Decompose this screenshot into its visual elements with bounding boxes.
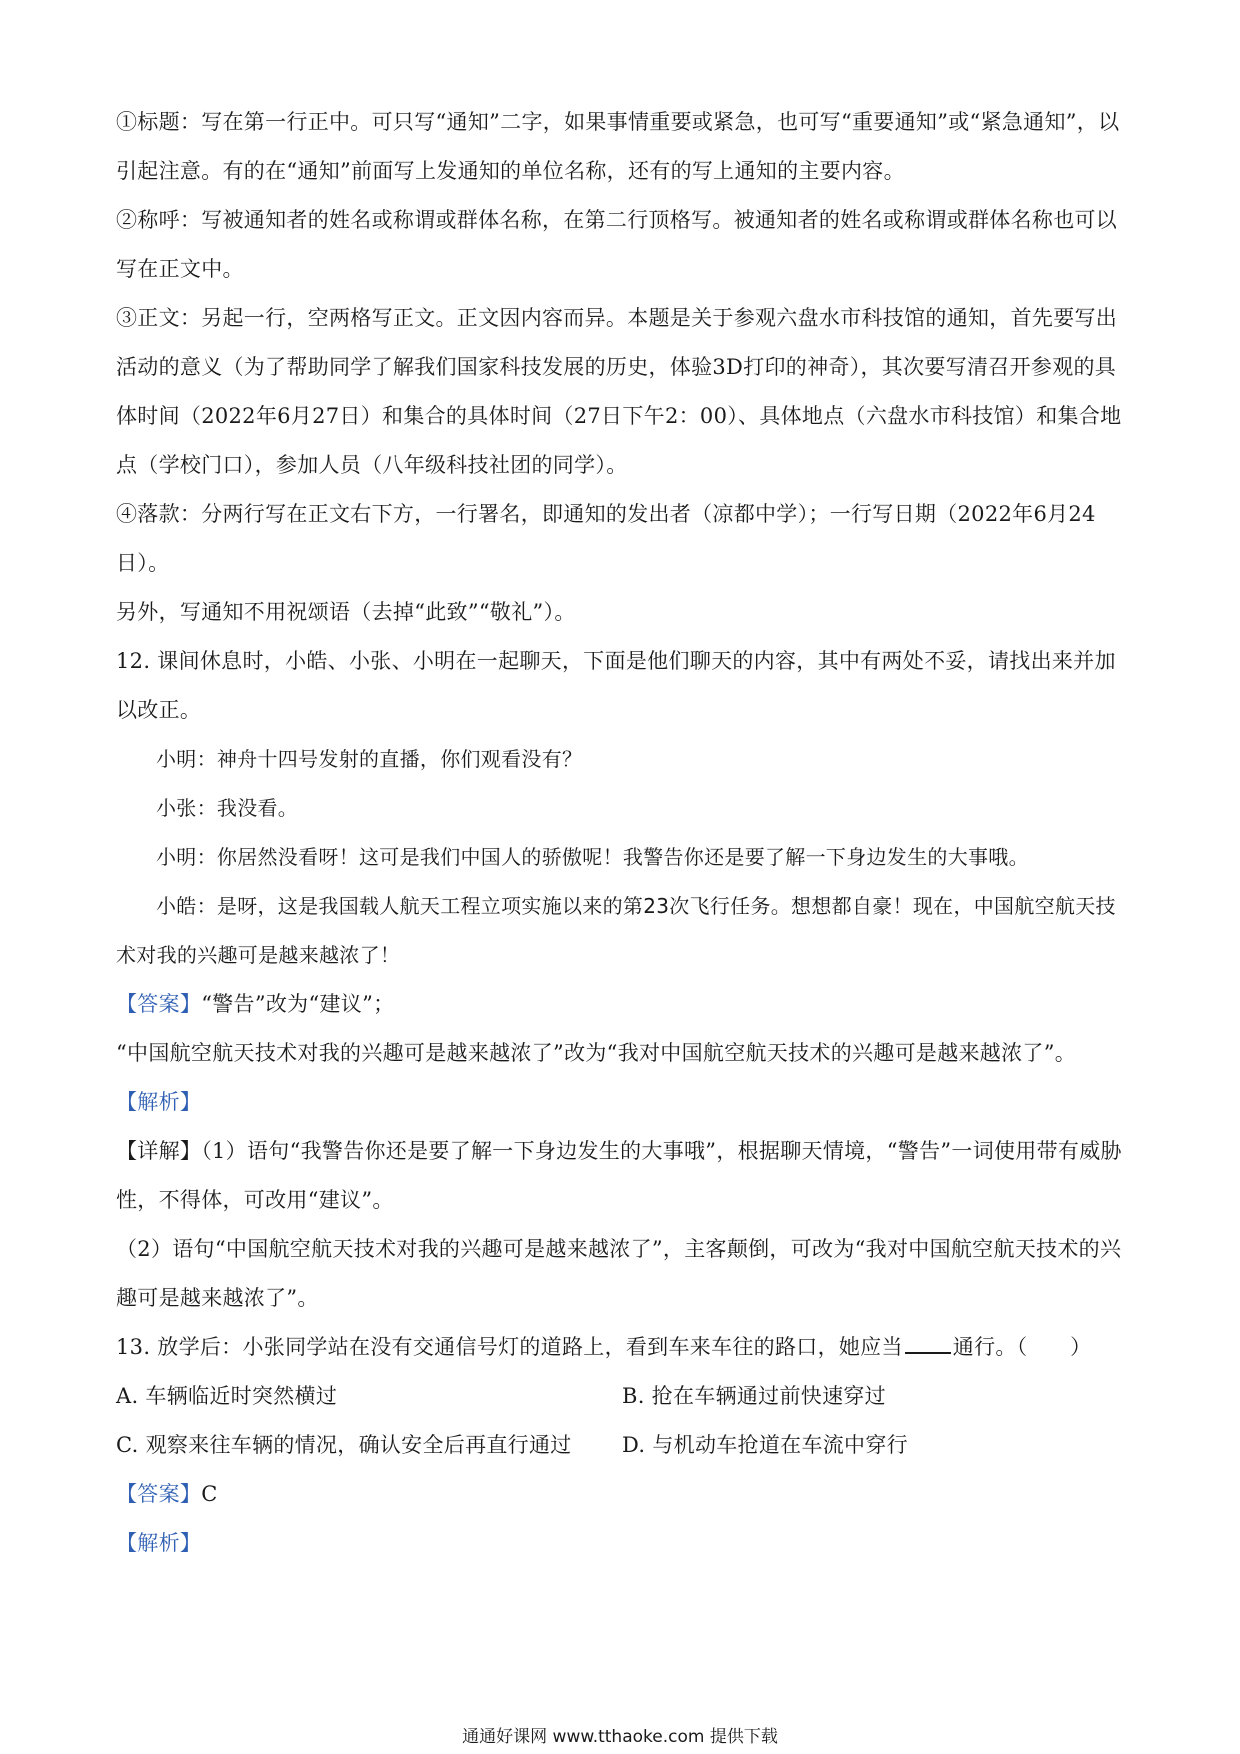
guide-note-paragraph: 另外，写通知不用祝颂语（去掉“此致”“敬礼”）。	[116, 600, 576, 624]
detail-tag: 【详解】	[116, 1139, 202, 1163]
question-13-options	[116, 1372, 1136, 1470]
answer-text: “警告”改为“建议”；	[201, 992, 395, 1016]
page-content	[116, 98, 1136, 1568]
option-b: B. 抢在车辆通过前快速穿过	[622, 1384, 886, 1408]
question-12-dialog	[116, 735, 1136, 980]
dialog-line: 小张：我没看。	[156, 796, 299, 820]
guide-body-paragraph: ③正文：另起一行，空两格写正文。正文因内容而异。本题是关于参观六盘水市科技馆的通知，首先要写出活动的意义（为了帮助同学了解我们国家科技发展的历史，体验3D打印的神奇），其次要写清召开参观的具体时间（2022年6月27日）和集合的具体时间（27日下午2：00）、具体地点（六盘水市科技馆）和集合地点（学校门口），参加人员（八年级科技社团的同学）。	[116, 306, 1122, 477]
guide-salutation-paragraph: ②称呼：写被通知者的姓名或称谓或群体名称，在第二行顶格写。被通知者的姓名或称谓或群体名称也可以写在正文中。	[116, 208, 1118, 281]
dialog-line: 小明：你居然没看呀！这可是我们中国人的骄傲呢！我警告你还是要了解一下身边发生的大事哦。	[156, 845, 1029, 869]
option-d: D. 与机动车抢道在车流中穿行	[622, 1433, 908, 1457]
answer-blank	[905, 1334, 951, 1354]
question-13-stem	[116, 1323, 1136, 1372]
guide-title-paragraph: ①标题：写在第一行正中。可只写“通知”二字，如果事情重要或紧急，也可写“重要通知”或“紧急通知”，以引起注意。有的在“通知”前面写上发通知的单位名称，还有的写上通知的主要内容。	[116, 110, 1120, 183]
dialog-line: 小明：神舟十四号发射的直播，你们观看没有？	[156, 747, 583, 771]
stem-before: 13. 放学后：小张同学站在没有交通信号灯的道路上，看到车来车往的路口，她应当	[116, 1335, 903, 1359]
answer-tag: 【答案】	[116, 1482, 202, 1506]
stem-after: 通行。（ ）	[952, 1335, 1092, 1359]
question-12-detail-1	[116, 1127, 1136, 1225]
option-c: C. 观察来往车辆的情况，确认安全后再直行通过	[116, 1433, 572, 1457]
question-13-answer	[116, 1470, 1136, 1519]
question-12-analysis-tag: 【解析】	[116, 1090, 202, 1114]
question-12-stem: 12. 课间休息时，小皓、小张、小明在一起聊天，下面是他们聊天的内容，其中有两处不妥，请找出来并加以改正。	[116, 649, 1116, 722]
question-12-answer	[116, 980, 1136, 1029]
detail-text: （1）语句“我警告你还是要了解一下身边发生的大事哦”，根据聊天情境，“警告”一词使用带有威胁性，不得体，可改用“建议”。	[116, 1139, 1122, 1212]
option-a: A. 车辆临近时突然横过	[116, 1384, 338, 1408]
dialog-line: 小皓：是呀，这是我国载人航天工程立项实施以来的第23次飞行任务。想想都自豪！现在，中国航空航天技术对我的兴趣可是越来越浓了！	[116, 894, 1116, 967]
question-12-detail-2: （2）语句“中国航空航天技术对我的兴趣可是越来越浓了”，主客颠倒，可改为“我对中国航空航天技术的兴趣可是越来越浓了”。	[116, 1237, 1122, 1310]
question-13-analysis-tag: 【解析】	[116, 1531, 202, 1555]
page-footer: 通通好课网 www.tthaoke.com 提供下载	[462, 1727, 778, 1747]
guide-signature-paragraph: ④落款：分两行写在正文右下方，一行署名，即通知的发出者（凉都中学）；一行写日期（2022年6月24日）。	[116, 502, 1096, 575]
answer-text: C	[201, 1482, 218, 1506]
question-12-answer-continued: “中国航空航天技术对我的兴趣可是越来越浓了”改为“我对中国航空航天技术的兴趣可是越来越浓了”。	[116, 1041, 1077, 1065]
answer-tag: 【答案】	[116, 992, 202, 1016]
